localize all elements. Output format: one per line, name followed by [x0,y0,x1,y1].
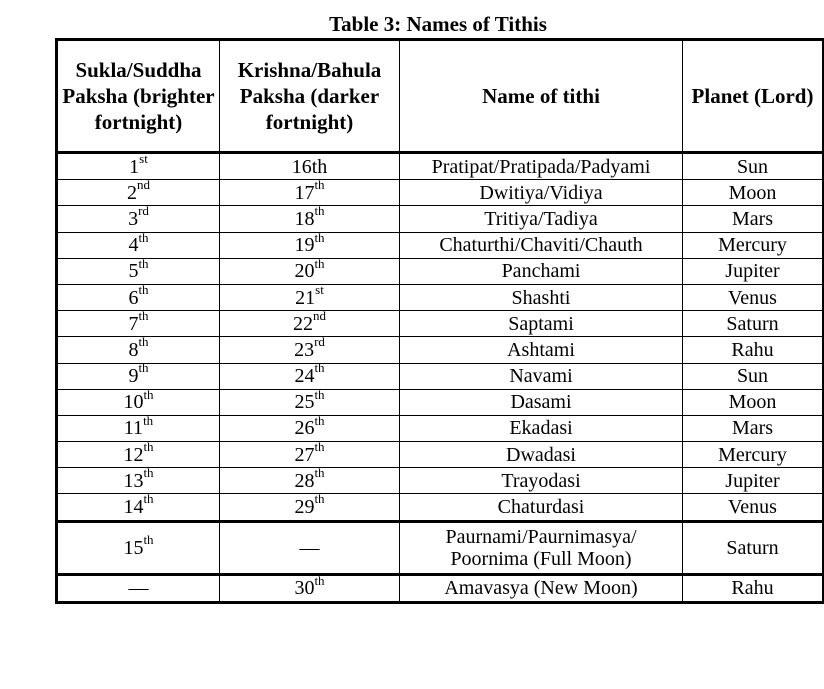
sukla-cell-number: 15 [123,536,144,559]
sukla-cell-suffix: th [138,360,149,376]
sukla-cell [57,491,220,521]
krishna-cell-suffix: th [314,491,325,507]
sukla-cell-suffix: th [143,531,154,547]
krishna-cell [220,491,400,521]
sukla-cell-number: 2 [127,181,137,204]
sukla-cell [57,203,220,232]
krishna-cell-suffix: th [314,439,325,454]
sukla-cell-number: 11 [123,417,144,440]
table-row [57,311,824,337]
krishna-cell-suffix: th [314,465,325,481]
tithi-name-cell: Trayodasi [400,468,683,494]
table-row [57,258,824,284]
krishna-cell-suffix: st [315,281,324,297]
krishna-cell-suffix: th [314,229,325,245]
sukla-cell-suffix: th [138,229,149,245]
krishna-cell-number: 16th [291,155,328,178]
krishna-cell [220,360,400,389]
header-name-of-tithi: Name of tithi [400,40,683,153]
table-row [57,284,824,310]
krishna-cell-number: 22 [293,312,313,335]
sukla-cell-number: 8 [128,338,139,361]
planet-cell: Moon [683,389,824,415]
sukla-cell: — [57,574,220,602]
krishna-cell-suffix: th [314,360,325,376]
krishna-cell [220,281,400,310]
krishna-cell-number: 23 [294,338,315,361]
table-row [57,415,824,441]
krishna-cell-suffix: nd [313,308,326,324]
table-row [57,232,824,258]
tithi-name-cell: Dasami [400,389,683,415]
sukla-cell-number: 7 [128,312,139,335]
planet-cell: Jupiter [683,258,824,284]
sukla-cell-number: 5 [128,260,139,283]
header-krishna-paksha: Krishna/Bahula Paksha (darker fortnight) [220,40,400,153]
sukla-cell-number: 3 [128,207,139,230]
table-row [57,180,824,206]
krishna-cell-suffix: th [314,255,325,271]
planet-cell: Saturn [683,521,824,574]
sukla-cell-suffix: th [143,412,154,428]
krishna-cell [220,439,400,468]
krishna-cell: — [220,521,400,574]
sukla-cell-suffix: th [143,386,154,402]
krishna-cell-suffix: th [314,386,325,402]
krishna-cell [220,334,400,363]
tithi-name-cell: Chaturthi/Chaviti/Chauth [400,232,683,258]
tithis-table [55,38,824,604]
table-row [57,337,824,363]
sukla-cell [57,229,220,258]
sukla-cell [57,177,220,206]
planet-cell: Mars [683,206,824,232]
krishna-cell-number: 21 [295,286,316,309]
tithi-name-cell: Pratipat/Pratipada/Padyami [400,153,683,180]
sukla-cell-suffix: th [138,308,149,324]
sukla-cell [57,439,220,468]
sukla-cell [57,255,220,284]
sukla-cell-suffix: rd [138,203,149,219]
krishna-cell-number: 19 [294,234,315,257]
header-planet-lord: Planet (Lord) [683,40,824,153]
table-row [57,468,824,494]
krishna-cell-number: 24 [294,365,315,388]
planet-cell: Mercury [683,442,824,468]
sukla-cell [57,308,220,337]
sukla-cell-number: 9 [128,365,139,388]
sukla-cell [57,150,220,180]
krishna-cell [220,153,400,180]
krishna-cell-number: 29 [294,496,315,519]
tithi-name-cell: Shashti [400,284,683,310]
planet-cell: Saturn [683,311,824,337]
sukla-cell-number: 12 [123,443,144,466]
krishna-cell [220,386,400,415]
sukla-cell [57,386,220,415]
krishna-cell-number: 26 [294,417,315,440]
header-sukla-paksha: Sukla/Suddha Paksha (brighter fortnight) [57,40,220,153]
planet-cell: Moon [683,180,824,206]
planet-cell: Venus [683,284,824,310]
sukla-cell-suffix: th [143,465,154,481]
krishna-cell-suffix: th [314,572,325,588]
tithi-name-cell [400,521,683,574]
krishna-cell-suffix: th [314,177,325,193]
tithi-name-cell: Dwitiya/Vidiya [400,180,683,206]
krishna-cell-number: 30 [294,577,315,600]
sukla-cell-number: 14 [123,496,144,519]
tithi-name-cell: Ekadasi [400,415,683,441]
planet-cell: Sun [683,363,824,389]
table-row [57,521,824,574]
table-row [57,153,824,180]
krishna-cell [220,229,400,258]
planet-cell: Rahu [683,337,824,363]
sukla-cell-suffix: nd [137,177,150,193]
tithi-name-line: Poornima (Full Moon) [450,547,632,570]
tithi-name-cell: Navami [400,363,683,389]
sukla-cell-number: 1 [129,155,140,178]
table-row [57,206,824,232]
planet-cell: Venus [683,494,824,521]
table-row [57,363,824,389]
krishna-cell [220,255,400,284]
krishna-cell-number: 25 [294,391,315,414]
tithi-name-cell: Saptami [400,311,683,337]
tithi-name-cell: Chaturdasi [400,494,683,521]
tithi-name-cell: Tritiya/Tadiya [400,206,683,232]
krishna-cell-number: 18 [294,207,315,230]
table-title: Table 3: Names of Tithis [329,12,547,36]
sukla-cell-number: 4 [128,234,139,257]
table-row [57,442,824,468]
tithi-name-cell: Ashtami [400,337,683,363]
table-row [57,389,824,415]
tithi-name-cell: Panchami [400,258,683,284]
krishna-cell [220,203,400,232]
planet-cell: Mercury [683,232,824,258]
header-row [57,40,824,153]
krishna-cell [220,308,400,337]
sukla-cell-number: 10 [123,391,144,414]
krishna-cell-number: 27 [294,443,315,466]
sukla-cell-suffix: th [143,439,154,454]
planet-cell: Rahu [683,574,824,602]
sukla-cell-suffix: st [139,150,148,166]
planet-cell: Mars [683,415,824,441]
sukla-cell [57,360,220,389]
krishna-cell [220,465,400,494]
krishna-cell-suffix: rd [314,334,325,350]
sukla-cell-number: 6 [128,286,139,309]
table-row [57,494,824,521]
krishna-cell [220,177,400,206]
krishna-cell-suffix: th [314,203,325,219]
krishna-cell-number: 28 [294,469,315,492]
sukla-cell-number: 13 [123,469,144,492]
sukla-cell [57,412,220,441]
planet-cell: Jupiter [683,468,824,494]
tithi-name-line: Paurnami/Paurnimasya/ [445,525,637,548]
sukla-cell [57,465,220,494]
planet-cell: Sun [683,153,824,180]
sukla-cell-suffix: th [138,281,149,297]
sukla-cell [57,521,220,574]
tithi-name-cell: Amavasya (New Moon) [400,574,683,602]
krishna-cell-number: 17 [294,181,315,204]
sukla-cell [57,281,220,310]
sukla-cell-suffix: th [138,255,149,271]
krishna-cell [220,412,400,441]
tithi-name-cell: Dwadasi [400,442,683,468]
table-row [57,574,824,602]
krishna-cell [220,574,400,602]
sukla-cell-suffix: th [143,491,154,507]
krishna-cell-number: 20 [294,260,315,283]
krishna-cell-suffix: th [314,412,325,428]
sukla-cell-suffix: th [138,334,149,350]
